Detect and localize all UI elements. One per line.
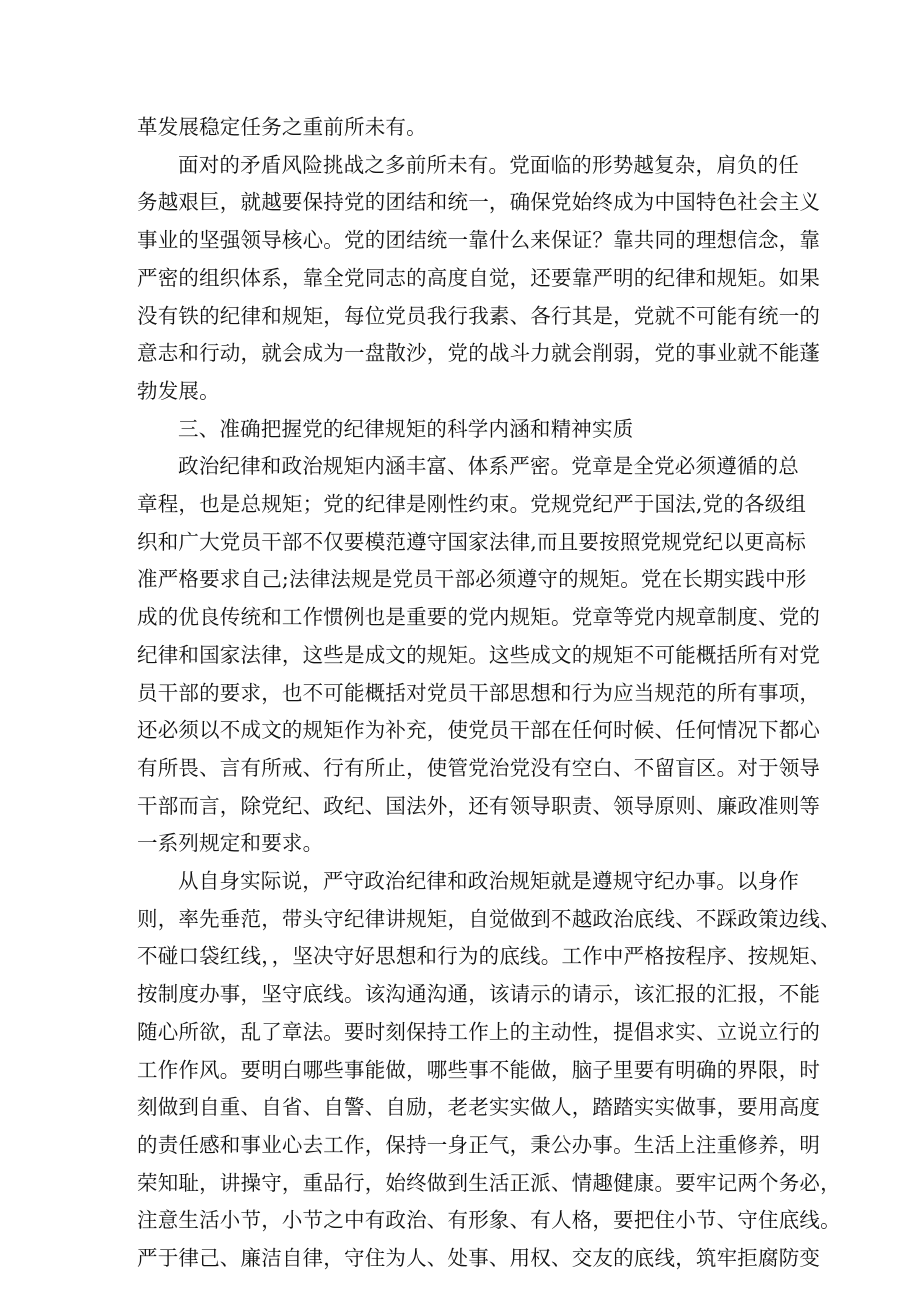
text-line: 干部而言，除党纪、政纪、国法外，还有领导职责、领导原则、廉政准则等 bbox=[137, 793, 821, 818]
text-line: 工作作风。要明白哪些事能做，哪些事不能做，脑子里要有明确的界限，时 bbox=[137, 1057, 821, 1082]
text-line: 有所畏、言有所戒、行有所止，使管党治党没有空白、不留盲区。对于领导 bbox=[137, 755, 821, 780]
text-line: 则，率先垂范，带头守纪律讲规矩，自觉做到不越政治底线、不踩政策边线、 bbox=[137, 906, 841, 931]
text-line: 的责任感和事业心去工作，保持一身正气，秉公办事。生活上注重修养，明 bbox=[137, 1132, 821, 1157]
text-line: 织和广大党员干部不仅要模范遵守国家法律,而且要按照党规党纪以更高标 bbox=[137, 529, 807, 554]
text-line: 革发展稳定任务之重前所未有。 bbox=[137, 115, 427, 139]
text-line: 务越艰巨，就越要保持党的团结和统一，确保党始终成为中国特色社会主义 bbox=[137, 190, 821, 215]
text-line: 从自身实际说，严守政治纪律和政治规矩就是遵规守纪办事。以身作 bbox=[178, 869, 799, 893]
text-line: 一系列规定和要求。 bbox=[137, 831, 324, 856]
text-line: 勃发展。 bbox=[137, 378, 220, 403]
text-line: 还必须以不成文的规矩作为补充，使党员干部在任何时候、任何情况下都心 bbox=[137, 718, 821, 743]
text-line: 准严格要求自己;法律法规是党员干部必须遵守的规矩。党在长期实践中形 bbox=[137, 567, 807, 592]
text-line: 没有铁的纪律和规矩，每位党员我行我素、各行其是，党就不可能有统一的 bbox=[137, 303, 821, 328]
text-line: 政治纪律和政治规矩内涵丰富、体系严密。党章是全党必须遵循的总 bbox=[178, 454, 799, 479]
text-line: 事业的坚强领导核心。党的团结统一靠什么来保证？靠共同的理想信念，靠 bbox=[137, 228, 821, 253]
text-line: 纪律和国家法律，这些是成文的规矩。这些成文的规矩不可能概括所有对党 bbox=[137, 642, 821, 667]
text-line: 三、准确把握党的纪律规矩的科学内涵和精神实质 bbox=[178, 416, 634, 441]
text-line: 成的优良传统和工作惯例也是重要的党内规矩。党章等党内规章制度、党的 bbox=[137, 605, 821, 630]
text-line: 严密的组织体系，靠全党同志的高度自觉，还要靠严明的纪律和规矩。如果 bbox=[137, 265, 821, 290]
text-line: 注意生活小节，小节之中有政治、有形象、有人格，要把住小节、守住底线。 bbox=[137, 1208, 841, 1233]
text-line: 员干部的要求，也不可能概括对党员干部思想和行为应当规范的所有事项， bbox=[137, 680, 821, 705]
text-line: 荣知耻，讲操守，重品行，始终做到生活正派、情趣健康。要牢记两个务必， bbox=[137, 1170, 841, 1195]
text-line: 刻做到自重、自省、自警、自励，老老实实做人，踏踏实实做事，要用高度 bbox=[137, 1095, 821, 1120]
text-line: 随心所欲，乱了章法。要时刻保持工作上的主动性，提倡求实、立说立行的 bbox=[137, 1019, 821, 1044]
text-line: 严于律己、廉洁自律，守住为人、处事、用权、交友的底线，筑牢拒腐防变 bbox=[137, 1246, 821, 1270]
text-line: 面对的矛盾风险挑战之多前所未有。党面临的形势越复杂，肩负的任 bbox=[178, 152, 799, 177]
text-line: 按制度办事，坚守底线。该沟通沟通，该请示的请示，该汇报的汇报，不能 bbox=[137, 982, 821, 1007]
text-line: 意志和行动，就会成为一盘散沙，党的战斗力就会削弱，党的事业就不能蓬 bbox=[137, 341, 821, 366]
text-line: 不碰口袋红线，，坚决守好思想和行为的底线。工作中严格按程序、按规矩、 bbox=[137, 944, 831, 969]
text-line: 章程，也是总规矩；党的纪律是刚性约束。党规党纪严于国法,党的各级组 bbox=[137, 492, 807, 516]
